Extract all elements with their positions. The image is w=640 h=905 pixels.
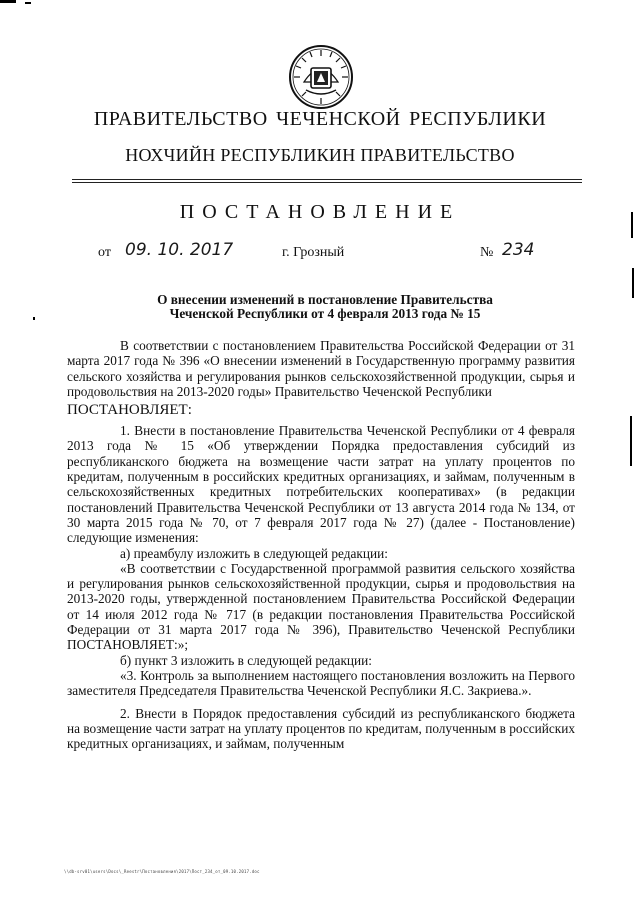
scan-mark-top-left-2 xyxy=(25,2,31,4)
header-divider-top xyxy=(72,179,582,180)
resolves-heading: ПОСТАНОВЛЯЕТ: xyxy=(67,402,192,419)
document-title xyxy=(100,293,550,321)
scan-mark-left-dot xyxy=(33,317,35,320)
scan-mark-top-left xyxy=(0,0,16,3)
document-body xyxy=(67,338,575,751)
clause-1b-quote-paragraph: «3. Контроль за выполнением настоящего постановления возложить на Первого заместителя Председателя Правительства Чеченской Республики Я.С. Закриева.». xyxy=(67,667,575,699)
document-number: 234 xyxy=(502,240,535,260)
header-divider-bottom xyxy=(72,182,582,183)
clause-1a-paragraph: а) преамбулу изложить в следующей редакции: xyxy=(120,545,388,561)
footer-service-line: \\db-srv01\users\Docs\_Reestr\Постановления\2017\Пост_234_от_09.10.2017.doc xyxy=(64,869,260,874)
clause-1b-paragraph: б) пункт 3 изложить в следующей редакции: xyxy=(120,652,372,668)
preamble-paragraph: В соответствии с постановлением Правительства Российской Федерации от 31 марта 2017 года № 396 «О внесении изменений в Государственную программу развития сельского хозяйства и регулирования рынков сельскохозяйственной продукции, сырья и продовольствия на 2013-2020 годы» Правительство Чеченской Республики xyxy=(67,338,575,399)
government-name-ce: НОХЧИЙН РЕСПУБЛИКИН ПРАВИТЕЛЬСТВО xyxy=(125,145,515,165)
clause-1a-quote-paragraph: «В соответствии с Государственной программой развития сельского хозяйства и регулирования рынков сельскохозяйственной продукции, сырья и продовольствия на 2013-2020 годы, утвержденной постановлением Правительства Российской Федерации от 14 июля 2012 года № 717 (в редакции постановления Правительства Российской Федерации от 31 марта 2017 года № 396), Правительство Чеченской Республики ПОСТАНОВЛЯЕТ:»; xyxy=(67,560,575,653)
document-title-line-1: О внесении изменений в постановление Правительства xyxy=(157,292,493,307)
document-date: 09. 10. 2017 xyxy=(125,240,234,260)
document-type-heading: ПОСТАНОВЛЕНИЕ xyxy=(179,201,461,223)
number-prefix: № xyxy=(480,245,494,260)
clause-1-paragraph: 1. Внести в постановление Правительства Чеченской Республики от 4 февраля 2013 года № 15 «Об утверждении Порядка предоставления субсидий из республиканского бюджета на возмещение части затрат на уплату процентов по кредитам, полученным в российских кредитных организациях, и займам, полученным в сельскохозяйственных кредитных потребительских кооперативах» (в редакции постановлений Правительства Чеченской Республики от 13 августа 2014 года № 134, от 30 марта 2015 года № 70, от 7 февраля 2017 года № 27) (далее - Постановление) следующие изменения: xyxy=(67,423,575,546)
coat-of-arms-emblem-icon xyxy=(288,44,354,110)
clause-2-paragraph: 2. Внести в Порядок предоставления субсидий из республиканского бюджета на возмещение части затрат на уплату процентов по кредитам, полученным в российских кредитных организациях, и займам, полученным xyxy=(67,705,575,752)
scan-mark-right-edge-2 xyxy=(632,268,634,298)
document-place: г. Грозный xyxy=(282,245,345,260)
document-title-line-2: Чеченской Республики от 4 февраля 2013 года № 15 xyxy=(169,306,481,321)
government-name-ru: ПРАВИТЕЛЬСТВО ЧЕЧЕНСКОЙ РЕСПУБЛИКИ xyxy=(93,108,547,130)
date-prefix: от xyxy=(98,245,111,260)
scan-mark-right-edge-3 xyxy=(630,416,632,466)
